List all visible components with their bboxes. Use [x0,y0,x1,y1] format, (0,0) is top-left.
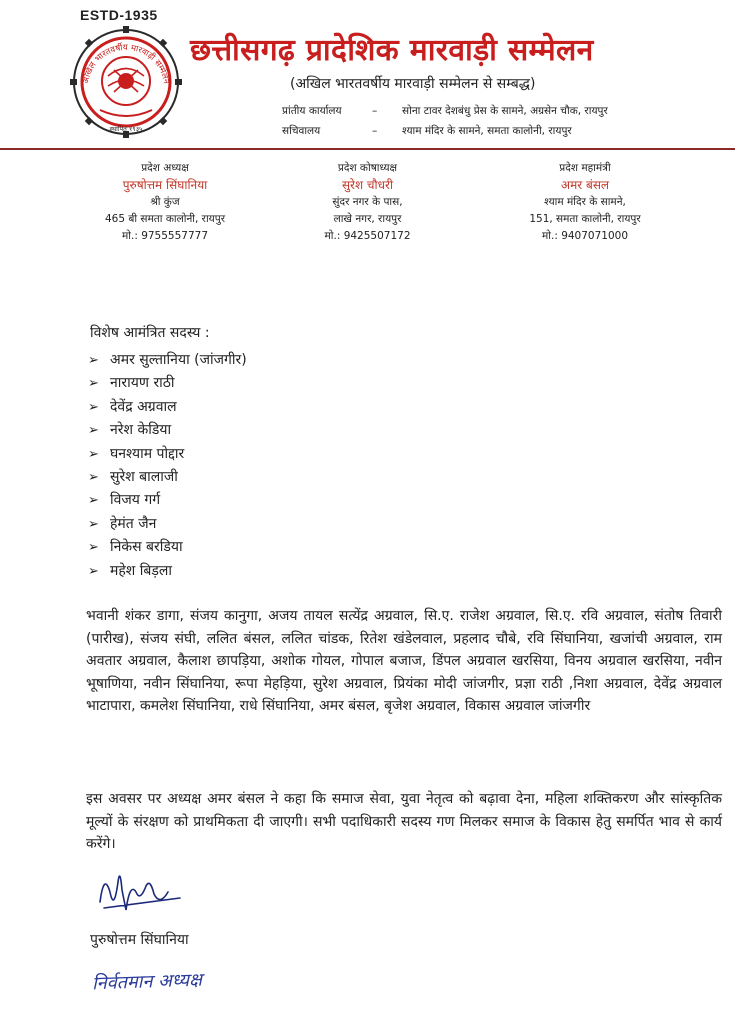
special-invitees-list [88,350,247,584]
officer-name: पुरुषोत्तम सिंघानिया [122,178,208,192]
header-divider [0,148,735,150]
officer-phone: मो.: 9425507172 [324,230,411,242]
organization-title: छत्तीसगढ़ प्रादेशिक मारवाड़ी सम्मेलन [190,33,594,68]
address-dash: – [372,125,378,137]
address-value: श्याम मंदिर के सामने, समता कालोनी, रायपुर [402,125,572,137]
members-paragraph: भवानी शंकर डागा, संजय कानुगा, अजय तायल सत्येंद्र अग्रवाल, सि.ए. राजेश अग्रवाल, सि.ए. रवि अग्रवाल, संतोष तिवारी (पारीख), संजय संघी, ललित बंसल, ललित चांडक, रितेश खंडेलवाल, प्रहलाद चौबे, रवि सिंघानिया, खजांची अग्रवाल, राम अवतार अग्रवाल, कैलाश छापड़िया, अशोक गोयल, गोपाल बजाज, डिंपल अग्रवाल खरसिया, विनय अग्रवाल खरसिया, नवीन भूषाणिया, नवीन सिंघानिया, रूपा मेहड़िया, सुरेश अग्रवाल, प्रियंका मोदी जांजगीर, प्रज्ञा राठी ,निशा अग्रवाल, देवेंद्र अग्रवाल भाटापारा, कमलेश सिंघानिया, राधे सिंघानिया, अमर बंसल, बृजेश अग्रवाल, विकास अग्रवाल जांजगीर [86,608,722,715]
list-item: ➢ निकेस बरडिया [88,539,183,556]
officer-address-line: श्री कुंज [150,196,180,208]
officer-treasurer [270,160,465,245]
arrow-bullet-icon: ➢ [88,376,99,392]
officer-address-line: 465 बी समता कालोनी, रायपुर [104,213,226,225]
arrow-bullet-icon: ➢ [88,469,99,485]
officer-name: सुरेश चौधरी [341,178,394,192]
officer-general-secretary [485,160,685,245]
address-label: प्रांतीय कार्यालय [282,105,342,117]
arrow-bullet-icon: ➢ [88,493,99,509]
list-item: ➢ विजय गर्ग [88,492,161,509]
organization-logo [70,26,182,138]
list-item: ➢ नारायण राठी [88,375,175,392]
arrow-bullet-icon: ➢ [88,399,99,415]
list-item: ➢ सुरेश बालाजी [88,468,178,485]
list-item: ➢ महेश बिड़ला [88,562,173,579]
officer-role: प्रदेश महामंत्री [559,162,611,174]
signatory-name: पुरुषोत्तम सिंघानिया [90,932,189,948]
affiliation-text: (अखिल भारतवर्षीय मारवाड़ी सम्मेलन से सम्बद्ध) [290,76,536,92]
officer-role: प्रदेश कोषाध्यक्ष [337,162,398,174]
statement-paragraph: इस अवसर पर अध्यक्ष अमर बंसल ने कहा कि समाज सेवा, युवा नेतृत्व को बढ़ावा देना, महिला शक्तिकरण और सांस्कृतिक मूल्यों के संरक्षण को प्राथमिकता दी जाएगी। सभी पदाधिकारी सदस्य गण मिलकर समाज के विकास हेतु समर्पित भाव से कार्य करेंगे। [86,791,722,853]
list-item: ➢ अमर सुल्तानिया (जांजगीर) [88,352,247,368]
handwritten-designation [88,960,288,1000]
officer-phone: मो.: 9407071000 [541,230,628,242]
arrow-bullet-icon: ➢ [88,563,99,579]
arrow-bullet-icon: ➢ [88,423,99,439]
officer-address-line: लाखे नगर, रायपुर [333,213,402,225]
officer-president [70,160,260,245]
logo-bottom-text: स्थापित १९३५ [109,125,143,133]
special-invitees-heading: विशेष आमंत्रित सदस्य : [90,325,210,341]
secretariat-address-row [282,124,572,138]
officer-address-line: श्याम मंदिर के सामने, [544,196,626,208]
signature-scribble [90,862,200,922]
arrow-bullet-icon: ➢ [88,516,99,532]
office-address-row [282,104,608,118]
address-label: सचिवालय [282,125,321,137]
list-item: ➢ नरेश केडिया [88,422,172,439]
arrow-bullet-icon: ➢ [88,446,99,462]
arrow-bullet-icon: ➢ [88,540,99,556]
officer-phone: मो.: 9755557777 [121,230,208,242]
logo-ring-text: अखिल भारतवर्षीय मारवाड़ी सम्मेलन [81,42,171,85]
officer-address-line: सुंदर नगर के पास, [332,196,403,208]
officer-name: अमर बंसल [560,178,610,192]
officer-role: प्रदेश अध्यक्ष [141,162,189,174]
officer-address-line: 151, समता कालोनी, रायपुर [529,213,641,225]
address-dash: – [372,105,378,117]
list-item: ➢ घनश्याम पोद्दार [88,445,185,462]
estd-label: ESTD-1935 [80,7,158,23]
list-item: ➢ हेमंत जैन [88,515,157,532]
handwritten-note-text: निर्वतमान अध्यक्ष [91,969,203,995]
address-value: सोना टावर देशबंधु प्रेस के सामने, अग्रसेन चौक, रायपुर [402,105,608,117]
list-item: ➢ देवेंद्र अग्रवाल [88,398,177,415]
arrow-bullet-icon: ➢ [88,353,99,368]
